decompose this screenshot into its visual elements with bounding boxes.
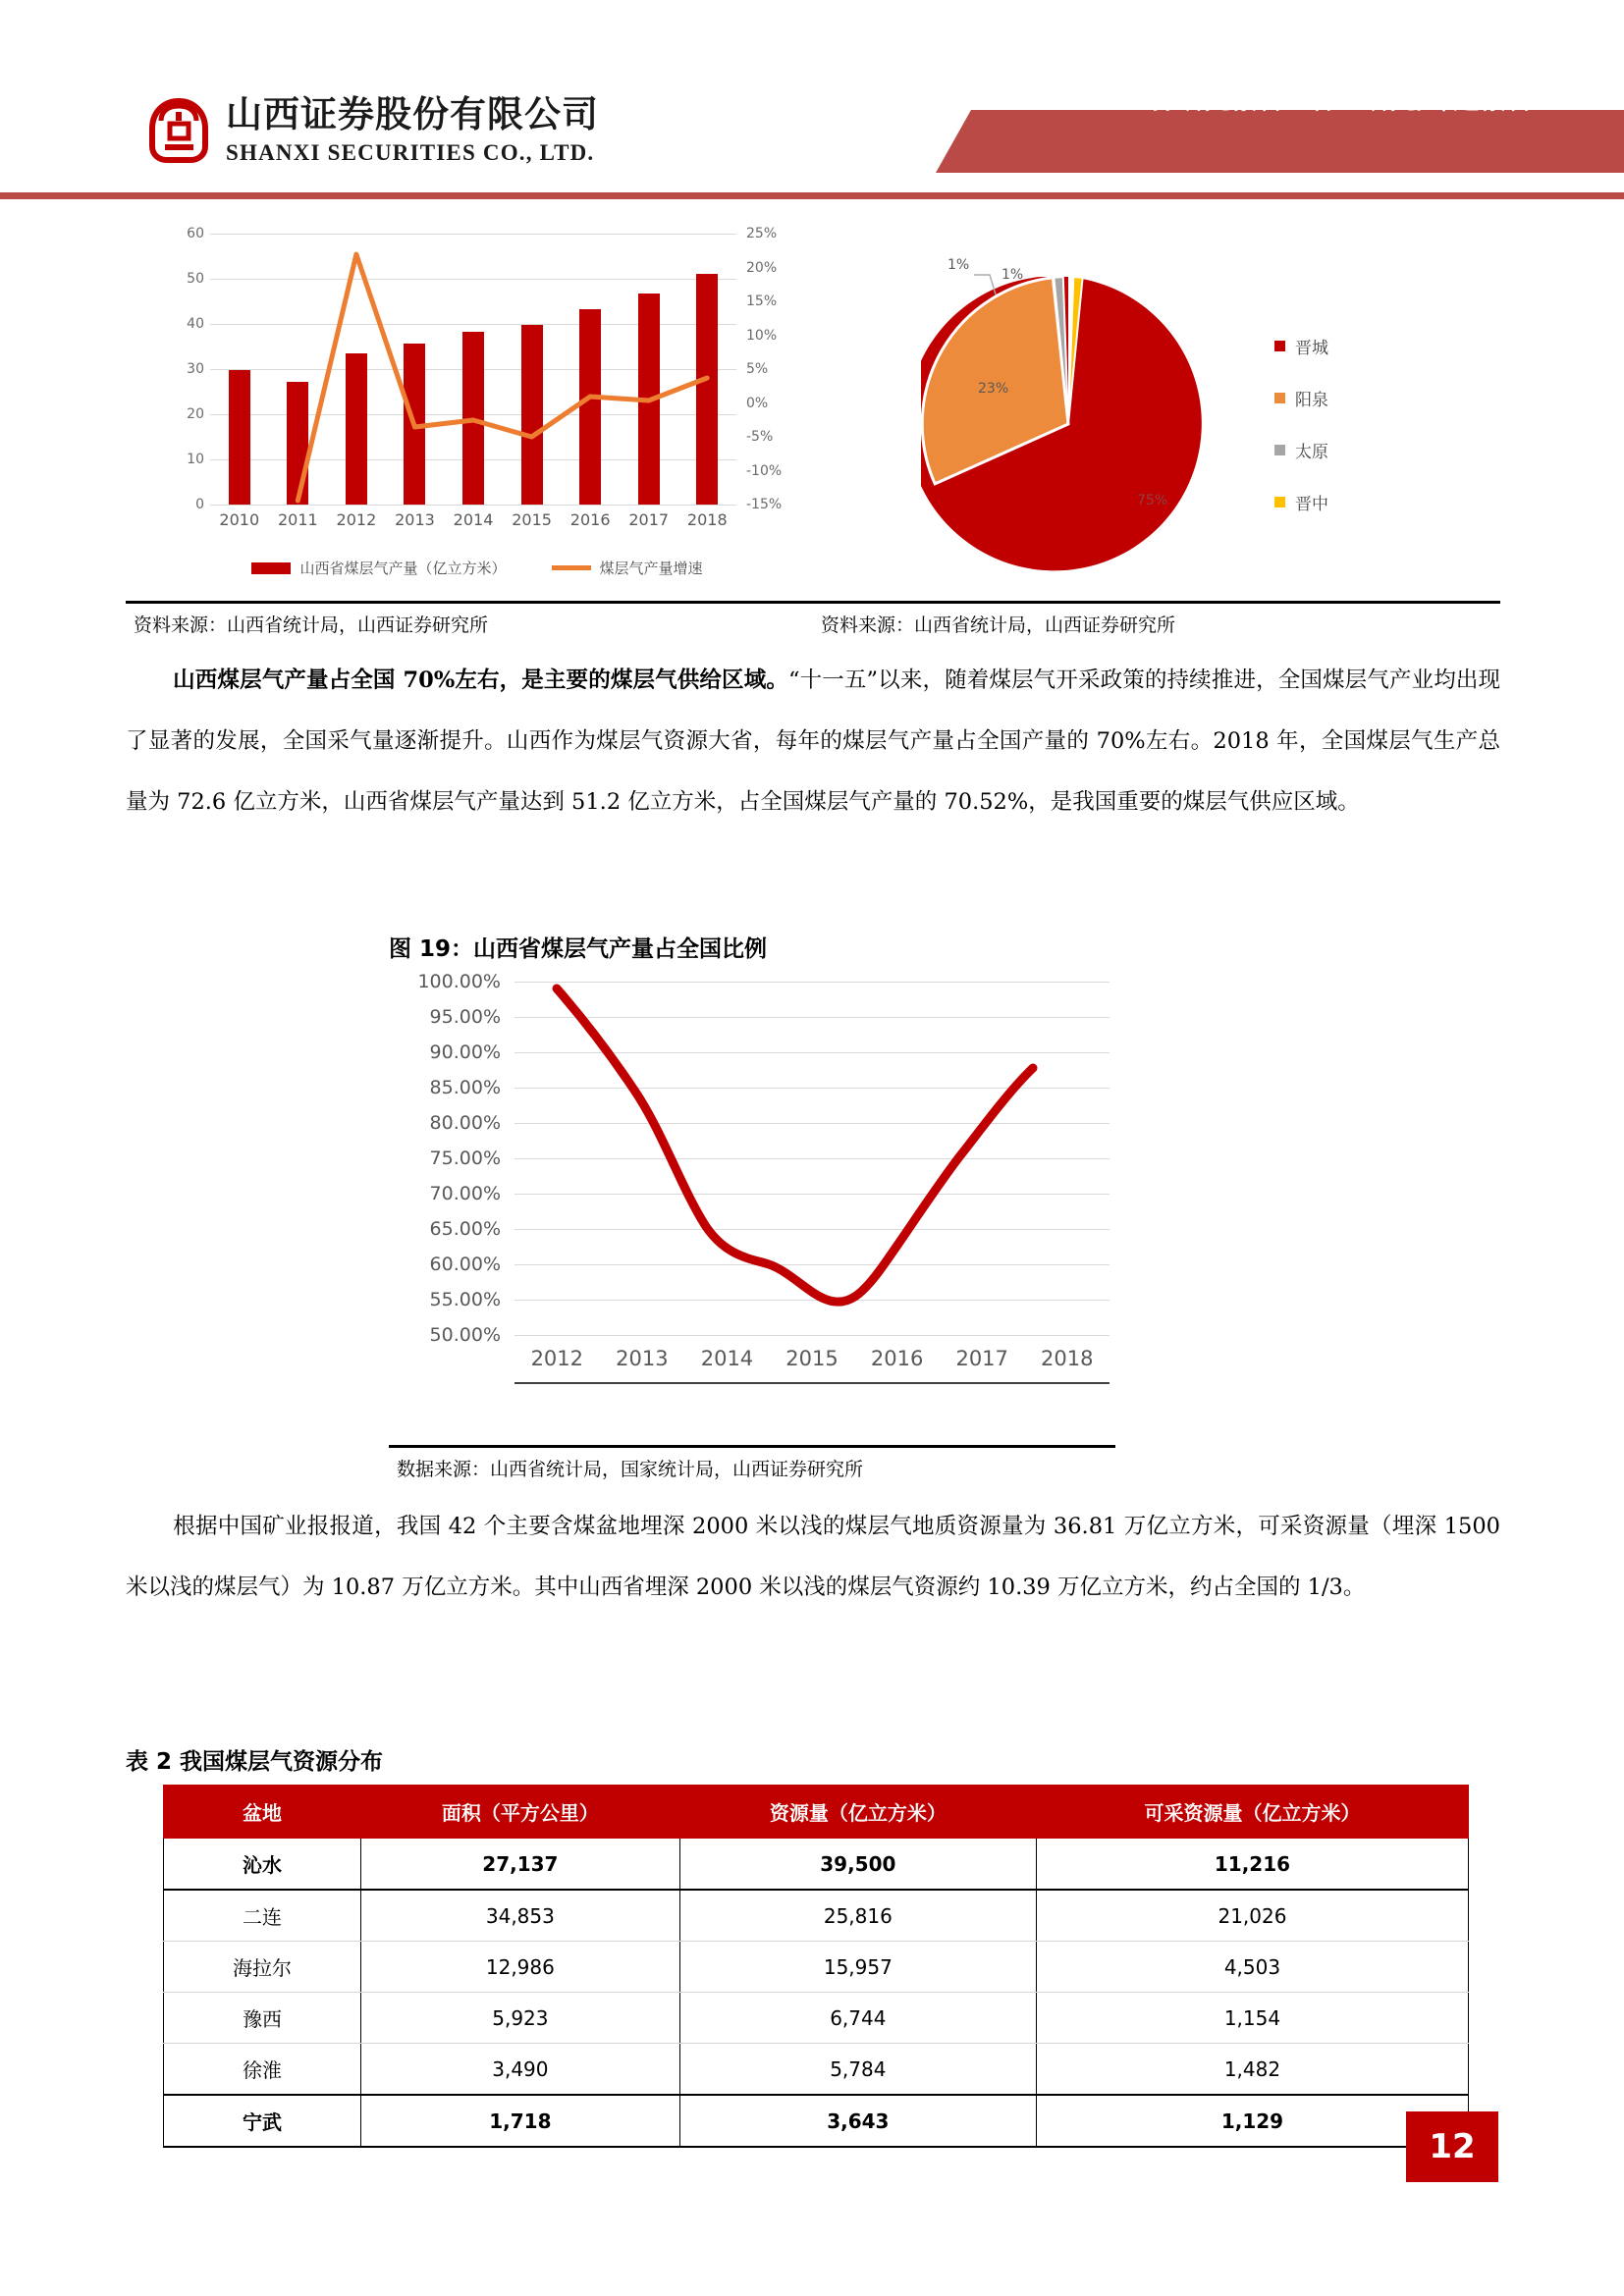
cell-recoverable: 11,216 bbox=[1036, 1839, 1468, 1891]
col-resource: 资源量（亿立方米） bbox=[679, 1786, 1036, 1839]
col-area: 面积（平方公里） bbox=[361, 1786, 680, 1839]
x-tick: 2014 bbox=[700, 1347, 754, 1370]
pie-label-jincheng: 75% bbox=[1137, 493, 1168, 508]
figure19-series-line bbox=[514, 982, 1110, 1335]
figure19-line-chart bbox=[389, 971, 1115, 1433]
axis-tick: 15% bbox=[746, 294, 778, 309]
legend-label: 山西省煤层气产量（亿立方米） bbox=[299, 560, 507, 577]
pie-label-jinzhong: 1% bbox=[1001, 267, 1024, 283]
axis-tick: 40 bbox=[187, 315, 204, 332]
legend-label: 太原 bbox=[1295, 443, 1328, 462]
legend-swatch-bar-icon bbox=[251, 562, 291, 574]
company-name-en: SHANXI SECURITIES CO., LTD. bbox=[226, 140, 595, 165]
figure-cbm-city-share-chart bbox=[813, 218, 1500, 630]
header-divider bbox=[0, 192, 1624, 199]
chart-legend bbox=[153, 558, 801, 578]
axis-tick: 30 bbox=[187, 361, 204, 377]
cell-basin: 宁武 bbox=[164, 2095, 361, 2147]
pie-label-taiyuan: 1% bbox=[947, 257, 970, 273]
axis-tick: 25% bbox=[746, 226, 778, 241]
axis-tick: 0% bbox=[746, 395, 769, 411]
paragraph-lead-bold: 山西煤层气产量占全国 70%左右，是主要的煤层气供给区域。 bbox=[173, 667, 788, 693]
x-tick: 2014 bbox=[453, 510, 494, 529]
axis-tick: 65.00% bbox=[429, 1218, 501, 1240]
x-tick: 2012 bbox=[530, 1347, 584, 1370]
cell-resource: 6,744 bbox=[679, 1993, 1036, 2044]
pie-slices bbox=[921, 277, 1216, 571]
figure19-plot-area bbox=[514, 982, 1110, 1335]
page-number-badge: 12 bbox=[1406, 2111, 1498, 2182]
paragraph-body-text: “十一五”以来，随着煤层气开采政策的持续推进，全国煤层气产业均出现了显著的发展，全国采气量逐渐提升。山西作为煤层气资源大省，每年的煤层气产量占全国产量的 70%左右。2018 年，全国煤层气生产总量为 72.6 亿立方米，山西省煤层气产量达到 51.2 亿立方米，占全国煤层气产量的 70.52%，是我国重要的煤层气供应区域。 bbox=[126, 667, 1500, 815]
cell-resource: 3,643 bbox=[679, 2095, 1036, 2147]
figure19-source-caption: 数据来源：山西省统计局，国家统计局，山西证券研究所 bbox=[397, 1459, 864, 1480]
cell-basin: 海拉尔 bbox=[164, 1942, 361, 1993]
axis-tick: 50.00% bbox=[429, 1324, 501, 1346]
pie-legend bbox=[1274, 334, 1328, 542]
cell-area: 3,490 bbox=[361, 2044, 680, 2096]
cell-area: 34,853 bbox=[361, 1890, 680, 1942]
table-row bbox=[164, 1890, 1469, 1942]
left-source-divider bbox=[126, 601, 813, 604]
axis-tick: -15% bbox=[746, 497, 783, 512]
axis-tick: 20% bbox=[746, 259, 778, 276]
report-type-label: 证券研究报告：行业研究/专题报告 bbox=[1125, 85, 1534, 116]
x-tick: 2018 bbox=[686, 510, 728, 529]
pie-legend-item-jincheng bbox=[1274, 334, 1328, 358]
paragraph-body-text: 根据中国矿业报报道，我国 42 个主要含煤盆地埋深 2000 米以浅的煤层气地质资源量为 36.81 万亿立方米，可采资源量（埋深 1500 米以浅的煤层气）为 10.87 万亿立方米。其中山西省埋深 2000 米以浅的煤层气资源约 10.39 万亿立方米，约占全国的 1/3。 bbox=[126, 1514, 1500, 1600]
x-tick: 2013 bbox=[616, 1347, 669, 1370]
legend-swatch-icon bbox=[1274, 393, 1285, 403]
figure19-x-axis bbox=[514, 1347, 1110, 1370]
axis-tick: 20 bbox=[187, 405, 204, 422]
x-tick: 2016 bbox=[569, 510, 611, 529]
company-name-cn: 山西证券股份有限公司 bbox=[226, 93, 599, 135]
axis-tick: 90.00% bbox=[429, 1041, 501, 1063]
legend-item-output bbox=[251, 558, 506, 578]
cell-resource: 15,957 bbox=[679, 1942, 1036, 1993]
axis-tick: 80.00% bbox=[429, 1112, 501, 1134]
right-source-divider bbox=[813, 601, 1500, 604]
pie-legend-item-taiyuan bbox=[1274, 438, 1328, 462]
x-tick: 2011 bbox=[277, 510, 318, 529]
x-tick: 2018 bbox=[1041, 1347, 1094, 1370]
x-tick: 2013 bbox=[395, 510, 435, 529]
col-basin: 盆地 bbox=[164, 1786, 361, 1839]
axis-tick: 10 bbox=[187, 451, 204, 467]
legend-label: 晋城 bbox=[1295, 339, 1328, 358]
shanxi-securities-logo-icon bbox=[145, 97, 212, 164]
x-tick: 2016 bbox=[870, 1347, 924, 1370]
cell-resource: 5,784 bbox=[679, 2044, 1036, 2096]
col-recoverable: 可采资源量（亿立方米） bbox=[1036, 1786, 1468, 1839]
axis-tick: 5% bbox=[746, 361, 769, 377]
legend-swatch-icon bbox=[1274, 445, 1285, 455]
figure19-axis-line bbox=[514, 1382, 1110, 1384]
axis-tick: -10% bbox=[746, 462, 783, 479]
table-row bbox=[164, 1839, 1469, 1891]
pie-legend-item-yangquan bbox=[1274, 386, 1328, 410]
axis-tick: 0 bbox=[195, 497, 204, 512]
pie-legend-item-jinzhong bbox=[1274, 490, 1328, 514]
cell-recoverable: 1,129 bbox=[1036, 2095, 1468, 2147]
pie-chart bbox=[852, 236, 1461, 589]
table-header-row bbox=[164, 1786, 1469, 1839]
table-row bbox=[164, 1993, 1469, 2044]
cell-basin: 沁水 bbox=[164, 1839, 361, 1891]
cell-resource: 39,500 bbox=[679, 1839, 1036, 1891]
axis-tick: 55.00% bbox=[429, 1289, 501, 1310]
figure19-y-axis bbox=[389, 971, 509, 1346]
cell-recoverable: 1,482 bbox=[1036, 2044, 1468, 2096]
cell-recoverable: 1,154 bbox=[1036, 1993, 1468, 2044]
axis-tick: 95.00% bbox=[429, 1006, 501, 1028]
cell-resource: 25,816 bbox=[679, 1890, 1036, 1942]
cbm-resource-table bbox=[163, 1785, 1469, 2148]
table-row bbox=[164, 2044, 1469, 2096]
legend-swatch-icon bbox=[1274, 497, 1285, 507]
combo-plot-area bbox=[210, 234, 736, 505]
axis-tick: 70.00% bbox=[429, 1183, 501, 1204]
x-tick: 2017 bbox=[955, 1347, 1008, 1370]
left-axis-ticks bbox=[153, 226, 204, 512]
cell-area: 27,137 bbox=[361, 1839, 680, 1891]
legend-swatch-icon bbox=[1274, 341, 1285, 351]
growth-rate-line bbox=[210, 234, 736, 505]
axis-tick: 100.00% bbox=[417, 971, 501, 992]
right-source-caption: 资料来源：山西省统计局，山西证券研究所 bbox=[821, 614, 1176, 636]
cell-recoverable: 21,026 bbox=[1036, 1890, 1468, 1942]
axis-tick: -5% bbox=[746, 429, 774, 445]
cell-basin: 徐淮 bbox=[164, 2044, 361, 2096]
x-axis-labels bbox=[210, 510, 736, 529]
table-row bbox=[164, 2095, 1469, 2147]
cell-basin: 二连 bbox=[164, 1890, 361, 1942]
figure19-source-divider bbox=[389, 1445, 1115, 1448]
page-header bbox=[0, 0, 1624, 196]
legend-swatch-line-icon bbox=[552, 565, 591, 570]
cell-basin: 豫西 bbox=[164, 1993, 361, 2044]
axis-tick: 75.00% bbox=[429, 1148, 501, 1169]
axis-tick: 50 bbox=[187, 270, 204, 287]
right-axis-ticks bbox=[740, 226, 801, 512]
x-tick: 2017 bbox=[628, 510, 670, 529]
axis-tick: 60 bbox=[187, 226, 204, 241]
left-source-caption: 资料来源：山西省统计局，山西证券研究所 bbox=[134, 614, 489, 636]
figure-cbm-output-chart bbox=[126, 218, 813, 630]
x-tick: 2012 bbox=[336, 510, 377, 529]
axis-tick: 85.00% bbox=[429, 1077, 501, 1098]
legend-item-growth bbox=[552, 558, 703, 578]
axis-tick: 10% bbox=[746, 327, 778, 344]
cell-area: 12,986 bbox=[361, 1942, 680, 1993]
report-type-banner bbox=[936, 110, 1624, 173]
table-row bbox=[164, 1942, 1469, 1993]
x-tick: 2015 bbox=[785, 1347, 839, 1370]
x-tick: 2010 bbox=[219, 510, 260, 529]
x-tick: 2015 bbox=[512, 510, 552, 529]
cell-area: 1,718 bbox=[361, 2095, 680, 2147]
cell-recoverable: 4,503 bbox=[1036, 1942, 1468, 1993]
combo-chart bbox=[153, 226, 801, 577]
table2-caption: 表 2 我国煤层气资源分布 bbox=[126, 1749, 384, 1775]
legend-label: 晋中 bbox=[1295, 495, 1328, 514]
legend-label: 阳泉 bbox=[1295, 391, 1328, 410]
paragraph-resource-distribution bbox=[126, 1496, 1500, 1618]
figures-row bbox=[126, 218, 1500, 630]
pie-label-yangquan: 23% bbox=[978, 381, 1009, 397]
paragraph-cbm-share bbox=[126, 650, 1500, 832]
company-logo-block bbox=[145, 93, 599, 165]
cell-area: 5,923 bbox=[361, 1993, 680, 2044]
figure19-title: 图 19：山西省煤层气产量占全国比例 bbox=[389, 936, 768, 962]
legend-label: 煤层气产量增速 bbox=[599, 560, 703, 577]
axis-tick: 60.00% bbox=[429, 1254, 501, 1275]
